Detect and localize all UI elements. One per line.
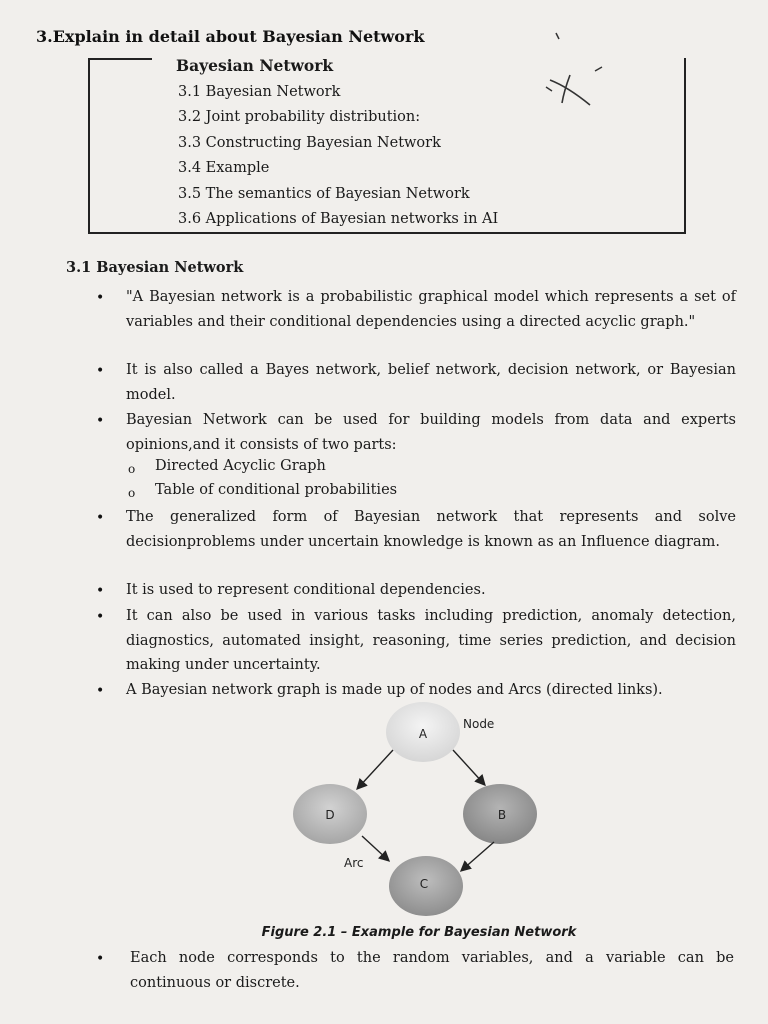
toc-item: 3.3 Constructing Bayesian Network [178,135,441,151]
node-annotation: Node [463,717,495,731]
bullet-icon: • [96,413,105,429]
bullet-icon: • [96,510,105,526]
node-d-label: D [325,808,335,822]
bullet-text: The generalized form of Bayesian network that represents and solve decisionproblems under uncertain knowledge is known as an Influence diagram. [126,509,736,550]
bullet-text: A Bayesian network graph is made up of nodes and Arcs (directed links). [126,682,663,698]
bullet-icon: • [96,583,105,599]
question-title: 3.Explain in detail about Bayesian Network [36,27,425,46]
toc-item: 3.1 Bayesian Network [178,84,341,100]
bullet-text: "A Bayesian network is a probabilistic graphical model which represents a set of variables and their conditional dependencies using a directed acyclic graph." [126,289,736,330]
bullet-text: It is used to represent conditional dependencies. [126,582,486,598]
section-heading: 3.1 Bayesian Network [66,259,244,276]
figure-caption: Figure 2.1 – Example for Bayesian Network [261,925,577,940]
toc-heading: Bayesian Network [176,56,334,75]
pen-mark-icon [540,25,620,110]
bullet-text: Each node corresponds to the random variables, and a variable can be continuous or discrete. [130,950,734,991]
arc-annotation: Arc [344,856,364,870]
bullet-icon: • [96,951,105,967]
node-a-label: A [418,727,428,741]
bullet-text: It can also be used in various tasks including prediction, anomaly detection, diagnostics, automated insight, reasoning, time series prediction, and decision making under uncertainty. [126,608,736,673]
sub-bullet-icon: o [128,462,136,476]
bullet-text: Bayesian Network can be used for building models from data and experts opinions,and it consists of two parts: [126,412,736,453]
arc-d-c [362,836,388,860]
bullet-icon: • [96,609,105,625]
toc-item: 3.4 Example [178,160,270,176]
node-b-label: B [497,808,507,822]
arc-a-d [358,750,393,788]
node-c-label: C [419,877,429,891]
sub-bullet-text: Table of conditional probabilities [155,482,398,498]
arc-a-b [453,750,484,784]
toc-item: 3.6 Applications of Bayesian networks in AI [178,211,499,227]
bullet-icon: • [96,290,105,306]
bullet-icon: • [96,363,105,379]
toc-item: 3.5 The semantics of Bayesian Network [178,186,470,202]
bullet-icon: • [96,683,105,699]
arc-b-c [462,842,494,870]
sub-bullet-text: Directed Acyclic Graph [155,458,326,474]
sub-bullet-icon: o [128,486,136,500]
bayesian-network-diagram [280,700,560,920]
toc-item: 3.2 Joint probability distribution: [178,109,421,125]
bullet-text: It is also called a Bayes network, belief network, decision network, or Bayesian model. [126,362,736,403]
